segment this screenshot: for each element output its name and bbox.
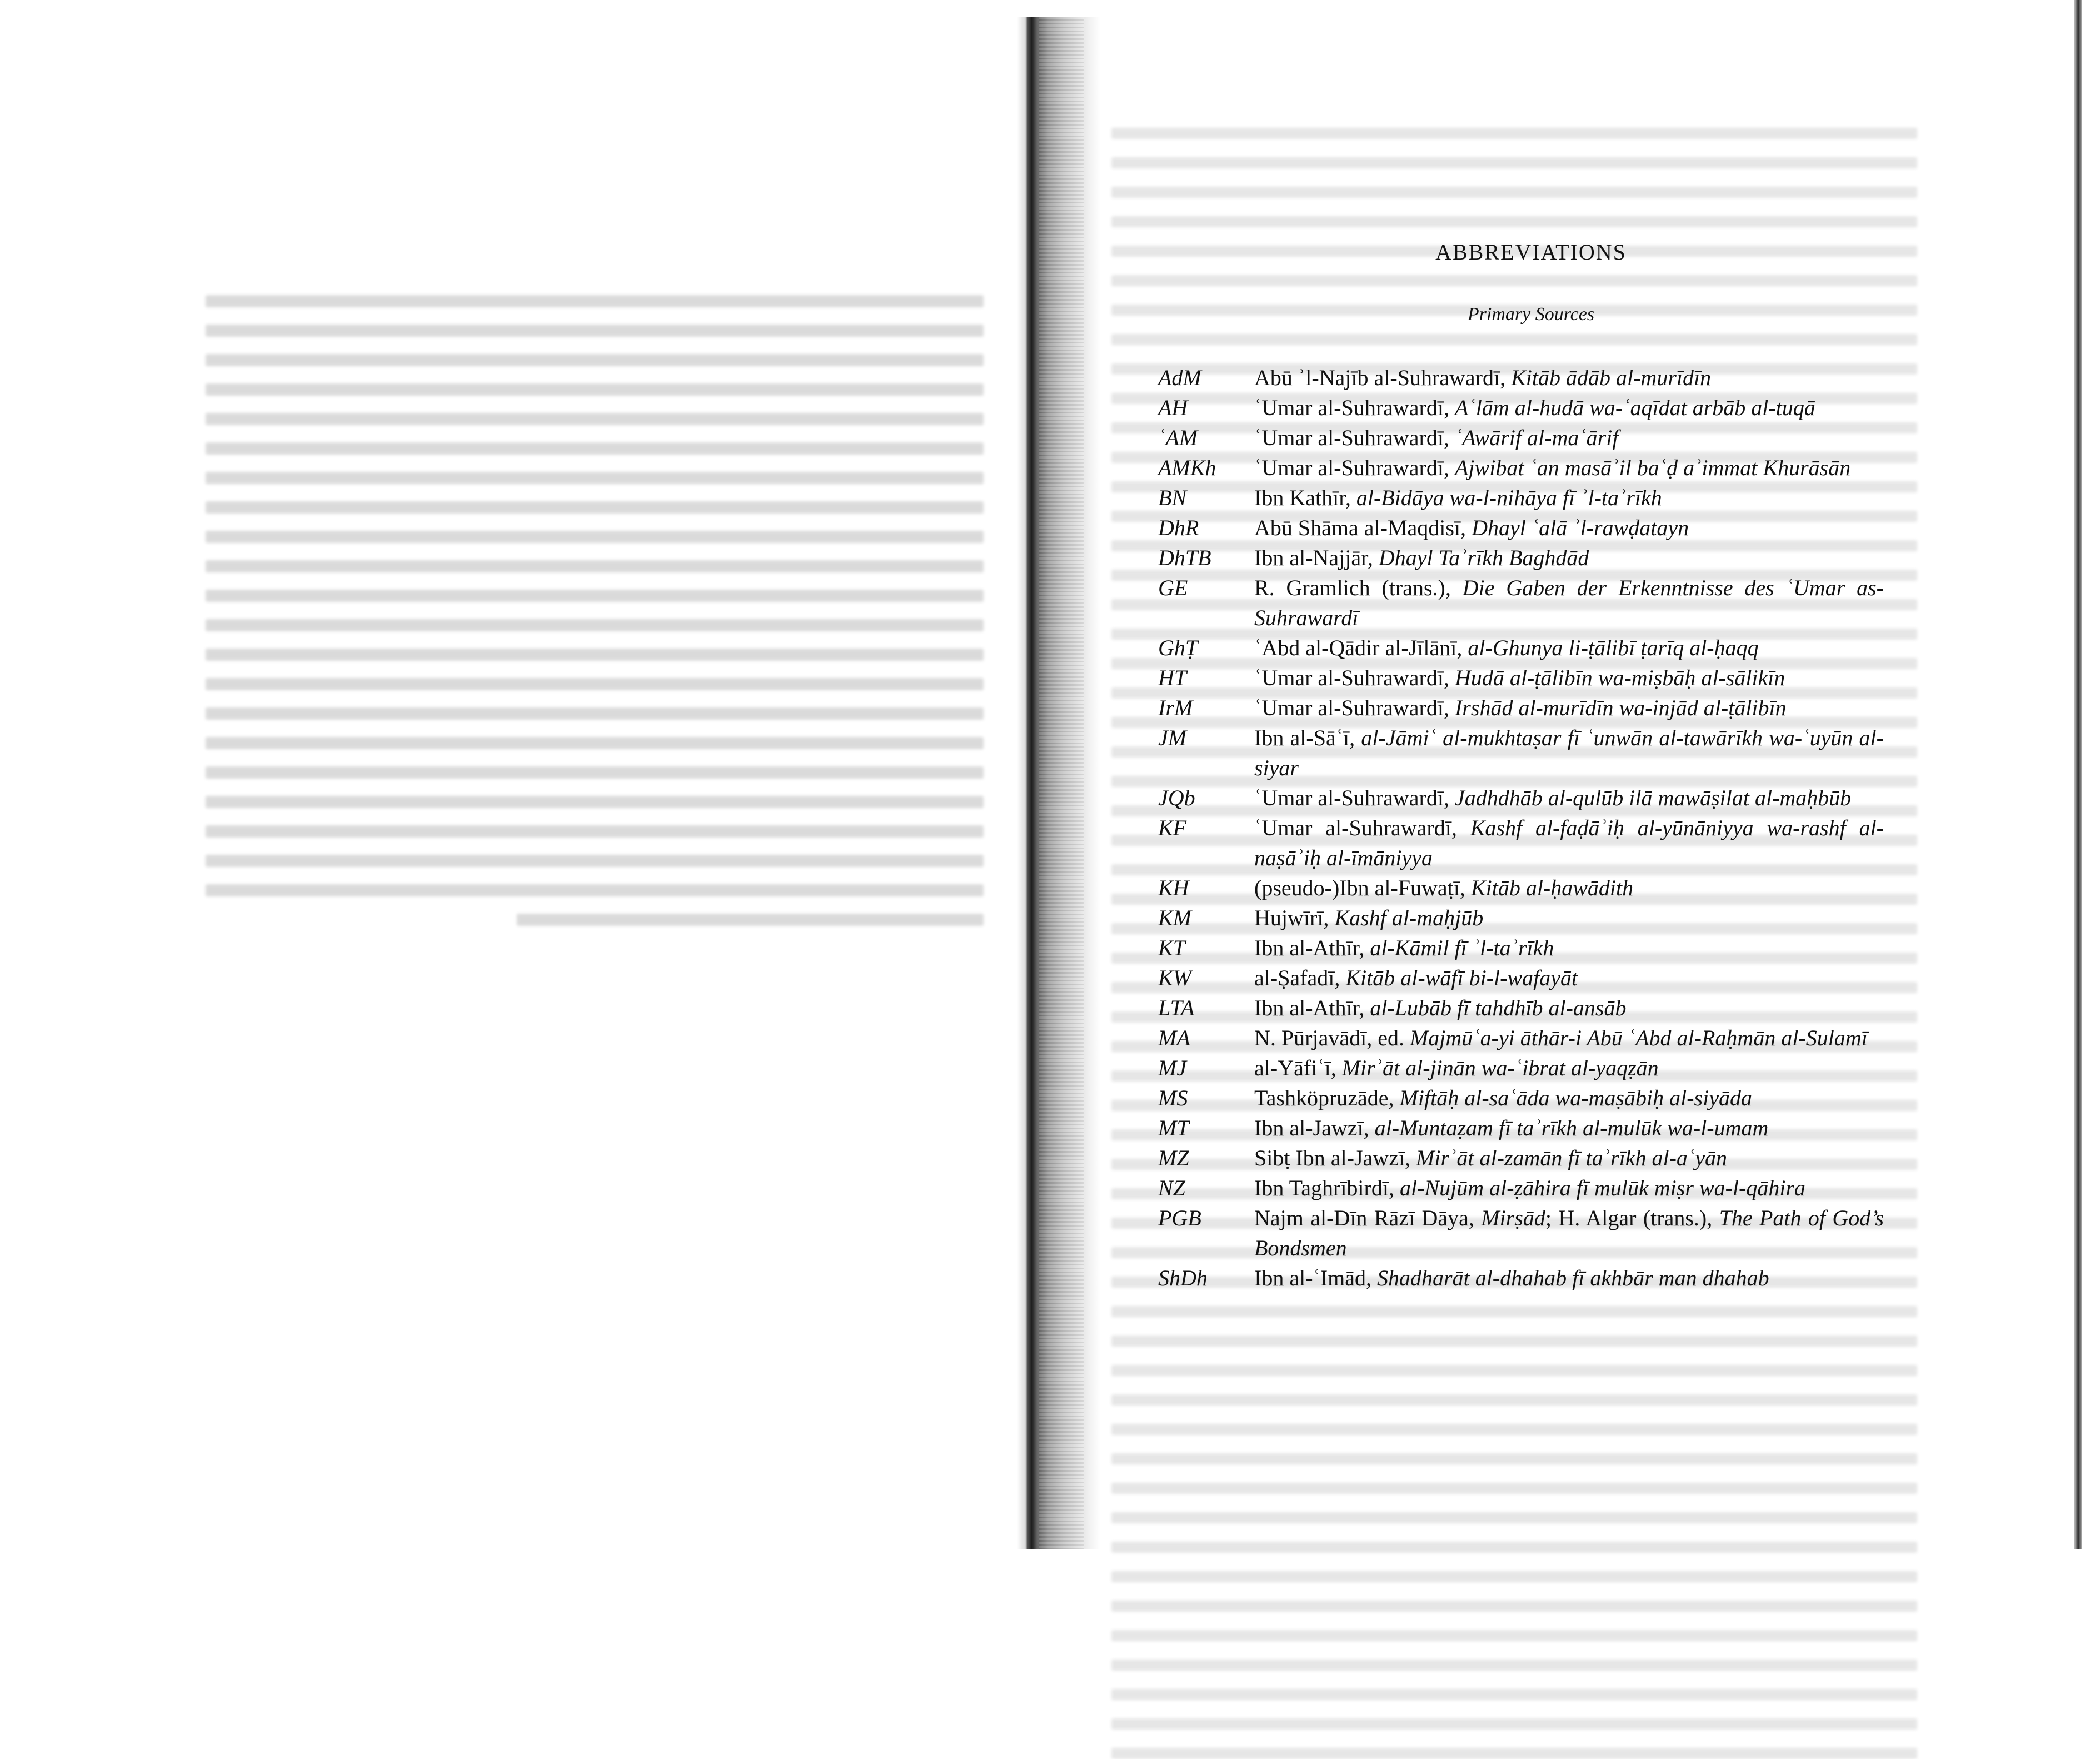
source-author: Ibn al-ʿImād, [1254, 1265, 1378, 1290]
source-author: ʿUmar al-Suhrawardī, [1254, 785, 1455, 810]
abbreviation: JQb [1158, 785, 1195, 810]
abbreviation-entry [1145, 1113, 1884, 1143]
source-title-secondary: The Path of God’s Bondsmen [1254, 1205, 1884, 1260]
source-description [1254, 453, 1884, 483]
source-description [1254, 543, 1884, 573]
source-author: Abū ʾl-Najīb al-Suhrawardī, [1254, 365, 1512, 390]
source-description [1254, 1053, 1884, 1083]
abbreviation-entry [1145, 813, 1884, 873]
abbreviation: MS [1158, 1085, 1188, 1110]
source-description [1254, 993, 1884, 1023]
source-description [1254, 573, 1884, 633]
abbreviation-entry [1145, 723, 1884, 783]
source-description [1254, 1113, 1884, 1143]
section-heading: Primary Sources [1467, 304, 1595, 325]
abbreviation: MZ [1158, 1145, 1189, 1170]
source-author: Ibn al-Athīr, [1254, 935, 1370, 960]
source-description [1254, 873, 1884, 903]
abbreviation-entry [1145, 423, 1884, 453]
abbreviation-entry [1145, 543, 1884, 573]
source-title: Kitāb al-ḥawādith [1470, 875, 1634, 900]
source-title: al-Ghunya li-ṭālibī ṭarīq al-ḥaqq [1468, 635, 1759, 660]
source-title: Kashf al-faḍāʾiḥ al-yūnāniyya wa-rashf al-naṣāʾiḥ al-īmāniyya [1254, 815, 1884, 870]
source-description [1254, 663, 1884, 693]
source-author: N. Pūrjavādī, ed. [1254, 1025, 1410, 1050]
abbreviation: KM [1158, 905, 1191, 930]
source-author: (pseudo-)Ibn al-Fuwaṭī, [1254, 875, 1471, 900]
source-description [1254, 783, 1884, 813]
source-title: Shadharāt al-dhahab fī akhbār man dhahab [1377, 1265, 1769, 1290]
abbreviation: DhTB [1158, 545, 1211, 570]
abbreviation-entry [1145, 903, 1884, 933]
abbreviation-entry [1145, 693, 1884, 723]
source-title: Kashf al-maḥjūb [1334, 905, 1484, 930]
source-title: Majmūʿa-yi āthār-i Abū ʿAbd al-Raḥmān al-Sulamī [1409, 1025, 1868, 1050]
abbreviation: KH [1158, 875, 1189, 900]
source-title: al-Bidāya wa-l-nihāya fī ʾl-taʾrīkh [1356, 485, 1662, 510]
source-title: Jadhdhāb al-qulūb ilā mawāṣilat al-maḥbūb [1454, 785, 1852, 810]
source-author: ʿUmar al-Suhrawardī, [1254, 425, 1455, 450]
source-description [1254, 393, 1884, 423]
source-description [1254, 723, 1884, 783]
abbreviation: NZ [1158, 1175, 1185, 1200]
source-description [1254, 513, 1884, 543]
source-author: Ibn al-Sāʿī, [1254, 725, 1361, 750]
source-title: al-Kāmil fī ʾl-taʾrīkh [1370, 935, 1554, 960]
source-description [1254, 963, 1884, 993]
source-author: Ibn al-Najjār, [1254, 545, 1379, 570]
source-author: Ibn al-Athīr, [1254, 995, 1370, 1020]
abbreviation-entry [1145, 963, 1884, 993]
source-title: Miftāḥ al-saʿāda wa-maṣābiḥ al-siyāda [1399, 1085, 1752, 1110]
abbreviation: KF [1158, 815, 1187, 840]
source-title: Mirṣād [1481, 1205, 1545, 1230]
abbreviation-entry [1145, 513, 1884, 543]
source-author: Abū Shāma al-Maqdisī, [1254, 515, 1472, 540]
source-author: ʿUmar al-Suhrawardī, [1254, 665, 1455, 690]
source-author: Hujwīrī, [1254, 905, 1335, 930]
abbreviation: ShDh [1158, 1265, 1208, 1290]
source-description [1254, 633, 1884, 663]
source-description [1254, 813, 1884, 873]
abbreviation-entry [1145, 1023, 1884, 1053]
source-title: Mirʾāt al-jinān wa-ʿibrat al-yaqẓān [1341, 1055, 1659, 1080]
page-title: ABBREVIATIONS [1435, 240, 1627, 265]
abbreviation-entry [1145, 783, 1884, 813]
abbreviation: MA [1158, 1025, 1190, 1050]
source-description [1254, 483, 1884, 513]
source-author: ʿUmar al-Suhrawardī, [1254, 695, 1455, 720]
source-title: Die Gaben der Erkenntnisse des ʿUmar as-Suhrawardī [1254, 575, 1884, 630]
source-title: Irshād al-murīdīn wa-injād al-ṭālibīn [1454, 695, 1787, 720]
left-page-show-through [206, 233, 984, 1067]
source-description [1254, 423, 1884, 453]
source-description [1254, 903, 1884, 933]
source-author: R. Gramlich (trans.), [1254, 575, 1463, 600]
abbreviation-entry [1145, 633, 1884, 663]
source-author: Tashköpruzāde, [1254, 1085, 1400, 1110]
page-edge-shadow [2074, 0, 2082, 1549]
abbreviation: AMKh [1158, 455, 1216, 480]
source-title: Mirʾāt al-zamān fī taʾrīkh al-aʿyān [1416, 1145, 1727, 1170]
source-author: Ibn Taghrībirdī, [1254, 1175, 1400, 1200]
source-author: Sibṭ Ibn al-Jawzī, [1254, 1145, 1416, 1170]
source-title: al-Nujūm al-ẓāhira fī mulūk miṣr wa-l-qāhira [1399, 1175, 1806, 1200]
abbreviation: IrM [1158, 695, 1193, 720]
source-author: ʿAbd al-Qādir al-Jīlānī, [1254, 635, 1468, 660]
gutter-texture [1039, 17, 1084, 1549]
abbreviation-entry [1145, 993, 1884, 1023]
abbreviation: AH [1158, 395, 1188, 420]
abbreviation: MJ [1158, 1055, 1187, 1080]
source-extra: ; H. Algar (trans.), [1545, 1205, 1719, 1230]
abbreviation-entry [1145, 933, 1884, 963]
abbreviation: GE [1158, 575, 1188, 600]
abbreviation-entry [1145, 573, 1884, 633]
source-title: Hudā al-ṭālibīn wa-miṣbāḥ al-sālikīn [1454, 665, 1785, 690]
abbreviation: ʿAM [1158, 425, 1198, 450]
source-title: ʿAwārif al-maʿārif [1454, 425, 1619, 450]
source-title: Ajwibat ʿan masāʾil baʿḍ aʾimmat Khurāsān [1454, 455, 1851, 480]
source-description [1254, 1263, 1884, 1293]
source-author: al-Ṣafadī, [1254, 965, 1346, 990]
abbreviation-entry [1145, 663, 1884, 693]
source-description [1254, 1083, 1884, 1113]
source-description [1254, 363, 1884, 393]
source-title: al-Lubāb fī tahdhīb al-ansāb [1370, 995, 1627, 1020]
source-description [1254, 1173, 1884, 1203]
source-description [1254, 1023, 1884, 1053]
source-author: ʿUmar al-Suhrawardī, [1254, 395, 1455, 420]
abbreviation: LTA [1158, 995, 1195, 1020]
source-author: Ibn al-Jawzī, [1254, 1115, 1375, 1140]
abbreviation-entry [1145, 1083, 1884, 1113]
abbreviations-page [1145, 239, 1884, 1293]
abbreviation: MT [1158, 1115, 1189, 1140]
source-title: al-Muntaẓam fī taʾrīkh al-mulūk wa-l-umam [1374, 1115, 1769, 1140]
source-author: ʿUmar al-Suhrawardī, [1254, 455, 1455, 480]
abbreviation-entry [1145, 1053, 1884, 1083]
abbreviation-entry [1145, 1143, 1884, 1173]
source-title: Aʿlām al-hudā wa-ʿaqīdat arbāb al-tuqā [1454, 395, 1815, 420]
source-description [1254, 1203, 1884, 1263]
source-description [1254, 933, 1884, 963]
abbreviation-entry [1145, 483, 1884, 513]
abbreviation-entry [1145, 363, 1884, 393]
source-author: Ibn Kathīr, [1254, 485, 1356, 510]
abbreviation: GhṬ [1158, 635, 1198, 660]
abbreviation: AdM [1158, 365, 1201, 390]
abbreviation: KW [1158, 965, 1191, 990]
source-title: Kitāb al-wāfī bi-l-wafayāt [1345, 965, 1578, 990]
source-title: Dhayl ʿalā ʾl-rawḍatayn [1472, 515, 1689, 540]
source-author: al-Yāfiʿī, [1254, 1055, 1342, 1080]
abbreviation: DhR [1158, 515, 1199, 540]
abbreviation: JM [1158, 725, 1187, 750]
source-author: Najm al-Dīn Rāzī Dāya, [1254, 1205, 1482, 1230]
abbreviation: KT [1158, 935, 1185, 960]
abbreviation-entry [1145, 1173, 1884, 1203]
abbreviation-entry [1145, 873, 1884, 903]
source-title: Dhayl Taʾrīkh Baghdād [1378, 545, 1589, 570]
source-author: ʿUmar al-Suhrawardī, [1254, 815, 1470, 840]
abbreviation-entry [1145, 453, 1884, 483]
abbreviation-entry [1145, 1203, 1884, 1263]
source-description [1254, 1143, 1884, 1173]
source-description [1254, 693, 1884, 723]
abbreviation-list [1145, 363, 1884, 1293]
abbreviation-entry [1145, 393, 1884, 423]
abbreviation: HT [1158, 665, 1187, 690]
source-title: Kitāb ādāb al-murīdīn [1511, 365, 1712, 390]
abbreviation-entry [1145, 1263, 1884, 1293]
abbreviation: PGB [1158, 1205, 1201, 1230]
abbreviation: BN [1158, 485, 1187, 510]
source-title: al-Jāmiʿ al-mukhtaṣar fī ʿunwān al-tawārīkh wa-ʿuyūn al-siyar [1254, 725, 1884, 780]
